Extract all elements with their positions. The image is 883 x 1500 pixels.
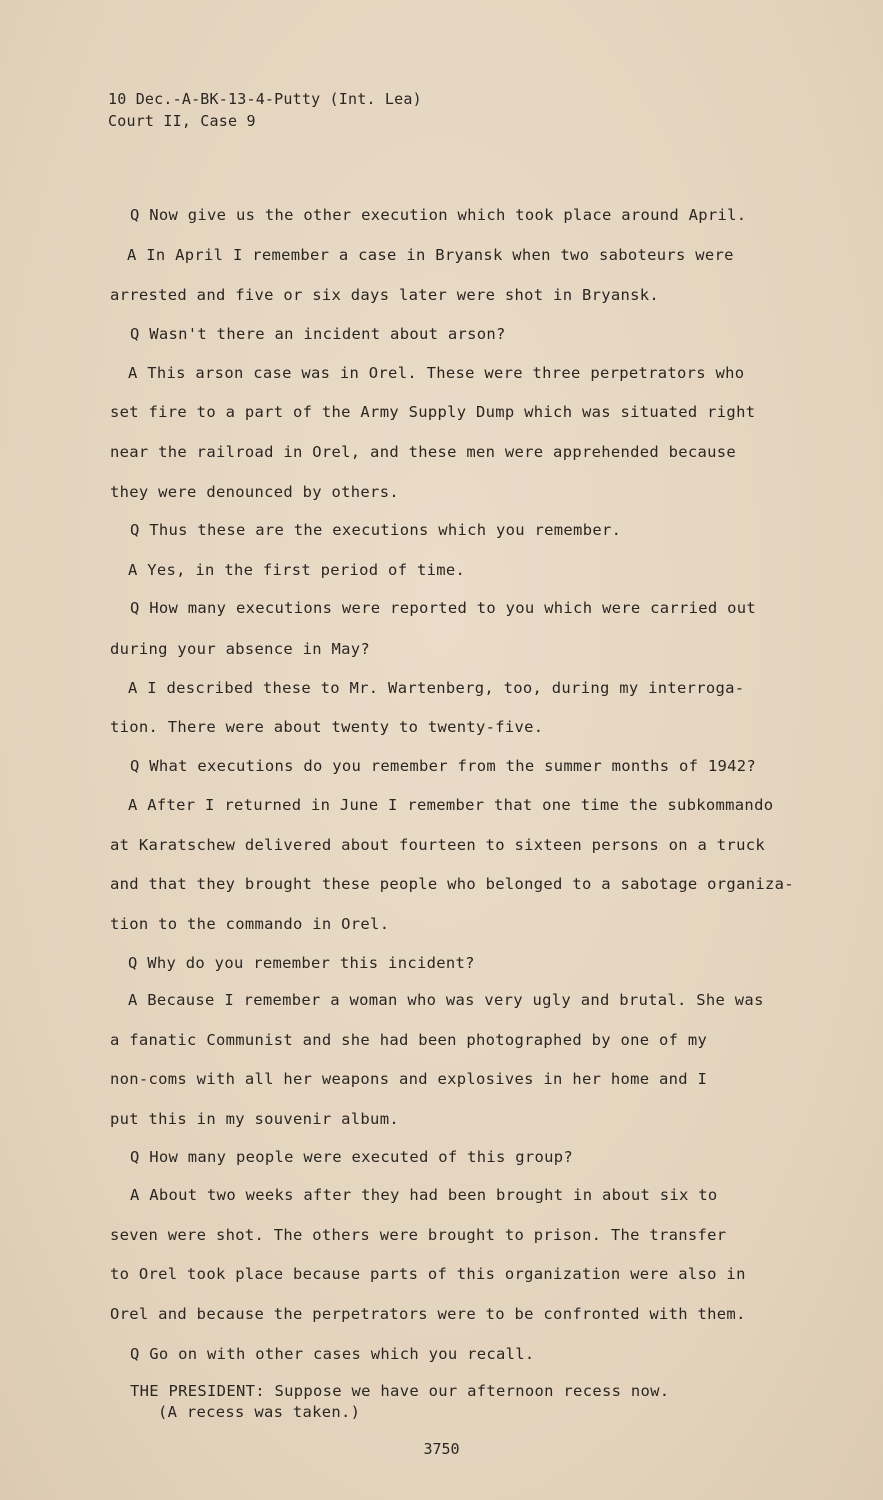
text-line: A About two weeks after they had been brought in about six to bbox=[130, 1186, 718, 1204]
text-line: Orel and because the perpetrators were to be confronted with them. bbox=[110, 1305, 746, 1323]
text-line: to Orel took place because parts of this organization were also in bbox=[110, 1265, 746, 1283]
text-line: A I described these to Mr. Wartenberg, too, during my interroga- bbox=[128, 679, 745, 697]
text-line: and that they brought these people who belonged to a sabotage organiza- bbox=[110, 875, 794, 893]
text-line: Q Thus these are the executions which you remember. bbox=[130, 521, 622, 539]
text-line: THE PRESIDENT: Suppose we have our afternoon recess now. bbox=[130, 1382, 670, 1400]
text-line: non-coms with all her weapons and explosives in her home and I bbox=[110, 1070, 708, 1088]
text-line: set fire to a part of the Army Supply Dump which was situated right bbox=[110, 403, 756, 421]
text-line: Q How many executions were reported to you which were carried out bbox=[130, 599, 757, 617]
header-line-2: Court II, Case 9 bbox=[108, 112, 256, 130]
text-line: during your absence in May? bbox=[110, 640, 371, 658]
text-line: Q Why do you remember this incident? bbox=[128, 954, 475, 972]
text-line: A This arson case was in Orel. These were three perpetrators who bbox=[128, 364, 745, 382]
text-line: A Yes, in the first period of time. bbox=[128, 561, 466, 579]
text-line: Q Go on with other cases which you recall. bbox=[130, 1345, 535, 1363]
text-line: arrested and five or six days later were shot in Bryansk. bbox=[110, 286, 660, 304]
text-line: A Because I remember a woman who was very ugly and brutal. She was bbox=[128, 991, 764, 1009]
text-line: Q What executions do you remember from the summer months of 1942? bbox=[130, 757, 757, 775]
text-line: near the railroad in Orel, and these men were apprehended because bbox=[110, 443, 737, 461]
header-line-1: 10 Dec.-A-BK-13-4-Putty (Int. Lea) bbox=[108, 90, 422, 108]
text-line: Q Wasn't there an incident about arson? bbox=[130, 325, 506, 343]
text-line: Q How many people were executed of this group? bbox=[130, 1148, 574, 1166]
text-line: Q Now give us the other execution which took place around April. bbox=[130, 206, 747, 224]
text-line: (A recess was taken.) bbox=[158, 1403, 361, 1421]
text-line: A In April I remember a case in Bryansk when two saboteurs were bbox=[127, 246, 734, 264]
text-line: A After I returned in June I remember that one time the subkommando bbox=[128, 796, 774, 814]
text-line: a fanatic Communist and she had been photographed by one of my bbox=[110, 1031, 708, 1049]
text-line: tion. There were about twenty to twenty-five. bbox=[110, 718, 544, 736]
text-line: put this in my souvenir album. bbox=[110, 1110, 399, 1128]
text-line: seven were shot. The others were brought to prison. The transfer bbox=[110, 1226, 727, 1244]
text-line: they were denounced by others. bbox=[110, 483, 399, 501]
page-number: 3750 bbox=[423, 1440, 460, 1458]
text-line: tion to the commando in Orel. bbox=[110, 915, 390, 933]
text-line: at Karatschew delivered about fourteen to sixteen persons on a truck bbox=[110, 836, 765, 854]
